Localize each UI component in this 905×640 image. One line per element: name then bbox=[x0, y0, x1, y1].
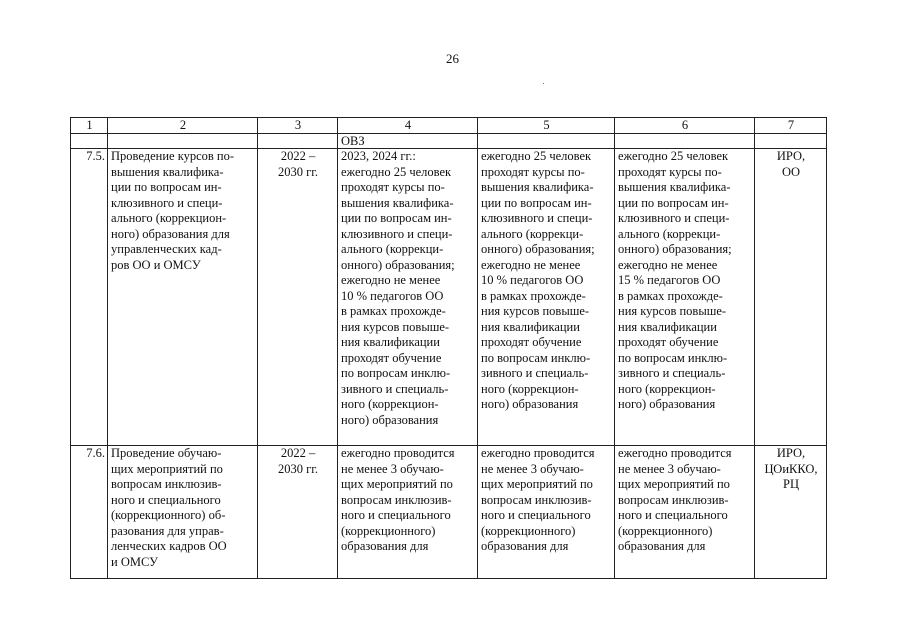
item-number: 7.6. bbox=[71, 446, 108, 579]
responsible: ИРО, ЦОиККО, РЦ bbox=[755, 446, 827, 579]
table-row bbox=[71, 446, 827, 579]
table-cell bbox=[615, 134, 755, 149]
indicator-cell: 2023, 2024 гг.: ежегодно 25 человек проходят курсы по- вышения квалифика- ции по вопросам ин- клюзивного и специ- ального (коррекци- онного) образования; ежегодно не менее 10 % педагогов ОО в рамках прохожде- ния курсов повыше- ния квалификации проходят обучение по вопросам инклю- зивного и специаль- ного (коррекцион- ного) образования bbox=[338, 149, 478, 446]
table-cell bbox=[755, 134, 827, 149]
indicator-cell: ежегодно проводится не менее 3 обучаю- щих мероприятий по вопросам инклюзив- ного и специального (коррекционного) образования для bbox=[478, 446, 615, 579]
item-number: 7.5. bbox=[71, 149, 108, 446]
page-number: 26 bbox=[446, 51, 459, 66]
table-row bbox=[71, 149, 827, 446]
event-name: Проведение курсов по- вышения квалифика- ции по вопросам ин- клюзивного и специ- ального (коррекцион- ного) образования для управленческих кад- ров ОО и ОМСУ bbox=[108, 149, 258, 446]
column-number: 6 bbox=[615, 118, 755, 134]
column-number: 4 bbox=[338, 118, 478, 134]
column-number: 1 bbox=[71, 118, 108, 134]
responsible: ИРО, ОО bbox=[755, 149, 827, 446]
indicator-cell: ежегодно 25 человек проходят курсы по- вышения квалифика- ции по вопросам ин- клюзивного и специ- ального (коррекци- онного) образования; ежегодно не менее 15 % педагогов ОО в рамках прохожде- ния курсов повыше- ния квалификации проходят обучение по вопросам инклю- зивного и специаль- ного (коррекцион- ного) образования bbox=[615, 149, 755, 446]
period: 2022 – 2030 гг. bbox=[258, 149, 338, 446]
indicator-cell: ежегодно 25 человек проходят курсы по- вышения квалифика- ции по вопросам ин- клюзивного и специ- ального (коррекци- онного) образования; ежегодно не менее 10 % педагогов ОО в рамках прохожде- ния курсов повыше- ния квалификации проходят обучение по вопросам инклю- зивного и специаль- ного (коррекцион- ного) образования bbox=[478, 149, 615, 446]
table-cell bbox=[478, 134, 615, 149]
column-number: 5 bbox=[478, 118, 615, 134]
table-cell bbox=[108, 134, 258, 149]
period: 2022 – 2030 гг. bbox=[258, 446, 338, 579]
table-cell bbox=[258, 134, 338, 149]
scan-speck bbox=[543, 83, 544, 84]
event-name: Проведение обучаю- щих мероприятий по вопросам инклюзив- ного и специального (коррекционного) об- разования для управ- ленческих кадров ОО и ОМСУ bbox=[108, 446, 258, 579]
column-number: 7 bbox=[755, 118, 827, 134]
measures-table bbox=[70, 117, 827, 579]
indicator-cell: ежегодно проводится не менее 3 обучаю- щих мероприятий по вопросам инклюзив- ного и специального (коррекционного) образования для bbox=[338, 446, 478, 579]
column-number-row bbox=[71, 118, 827, 134]
continuation-row bbox=[71, 134, 827, 149]
indicator-cell: ежегодно проводится не менее 3 обучаю- щих мероприятий по вопросам инклюзив- ного и специального (коррекционного) образования для bbox=[615, 446, 755, 579]
column-number: 2 bbox=[108, 118, 258, 134]
column-number: 3 bbox=[258, 118, 338, 134]
table-cell: ОВЗ bbox=[338, 134, 478, 149]
table-cell bbox=[71, 134, 108, 149]
